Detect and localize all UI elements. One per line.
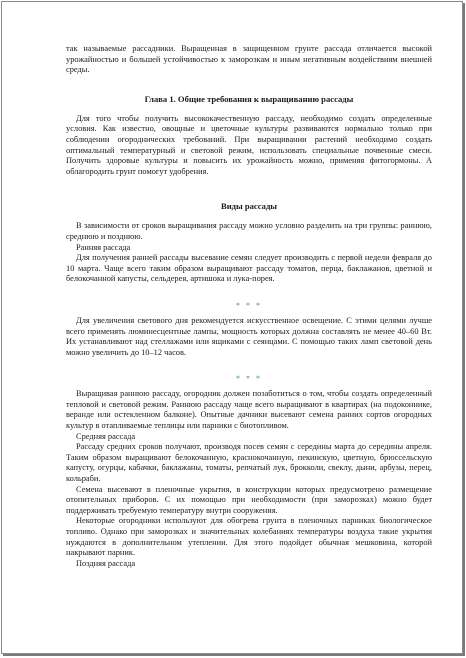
shelter-paragraph: Семена высевают в пленочные укрытия, в конструкции которых предусмотрено размещение отопительных приборов. С их помощью при необходимости (при заморозках) можно будет поддерживать требуемую температуру внутри сооружения. (66, 484, 432, 515)
growing-paragraph: Выращивая раннюю рассаду, огородник должен позаботиться о том, чтобы создать определенный тепловой и световой режим. Раннюю рассаду чаще всего выращивают в квартирах (на подоконнике, веранде или остекленном балконе). Опытные дачники высевают семена ранних сортов огородных культур в отапливаемые теплицы или парники с биотопливом. (66, 389, 432, 431)
page-content (66, 44, 432, 569)
section-separator: * * * (236, 374, 262, 384)
light-paragraph: Для увеличения светового дня рекомендуется искусственное освещение. С этими целями лучше всего применять люминесцентные лампы, мощность которых должна составлять не менее 40–60 Вт. Их устанавливают над стеллажами или ящиками с сеянцами. С помощью таких ламп световой день можно увеличить до 10–12 часов. (66, 315, 432, 357)
section-title: Виды рассады (220, 201, 278, 212)
subheading-late: Поздняя рассада (76, 558, 136, 568)
chapter-title: Глава 1. Общие требования к выращиванию рассады (144, 93, 354, 104)
early-paragraph: Для получения ранней рассады высевание семян следует производить с первой недели февраля до 10 марта. Чаще всего таким образом выращивают рассаду томатов, перца, баклажанов, цветной и белокочанной капусты, сельдерея, артишока и лука-порея. (66, 253, 432, 284)
mid-paragraph: Рассаду средних сроков получают, производя посев семян с середины марта до середины апреля. Таким образом выращивают белокочанную, краснокочанную, пекинскую, цветную, брюссельскую капусту, огурцы, кабачки, баклажаны, томаты, репчатый лук, брокколи, свеклу, дыни, арбузы, перец, кольраби. (66, 442, 432, 484)
intro-paragraph: так называемые рассадники. Выращенная в защищенном грунте рассада отличается высокой урожайностью и большей устойчивостью к заморозкам и иным негативным воздействиям внешней среды. (66, 44, 432, 75)
subheading-early: Ранняя рассада (76, 242, 131, 252)
types-paragraph: В зависимости от сроков выращивания рассаду можно условно разделить на три группы: раннюю, среднюю и позднюю. (66, 221, 432, 241)
document-page (1, 1, 463, 654)
subheading-mid: Средняя рассада (76, 431, 136, 441)
biofuel-paragraph: Некоторые огородники используют для обогрева грунта в пленочных парниках биологическое топливо. Однако при заморозках и значительных колебаниях температуры воздуха такие укрытия нуждаются в дополнительном утеплении. Для этого подойдет обычная мешковина, которой накрывают парник. (66, 516, 432, 558)
section-separator: * * * (236, 300, 262, 310)
chapter-paragraph: Для того чтобы получить высококачественную рассаду, необходимо создать определенные условия. Как известно, овощные и цветочные культуры развиваются нормально только при соблюдении огороднических требований. При выращивании растений необходимо создать оптимальный температурный и световой режим, использовать специальные почвенные смеси. Получить здоровые культуры и повысить их урожайность можно, применяя фитогормоны. А облагородить грунт помогут удобрения. (66, 113, 432, 176)
